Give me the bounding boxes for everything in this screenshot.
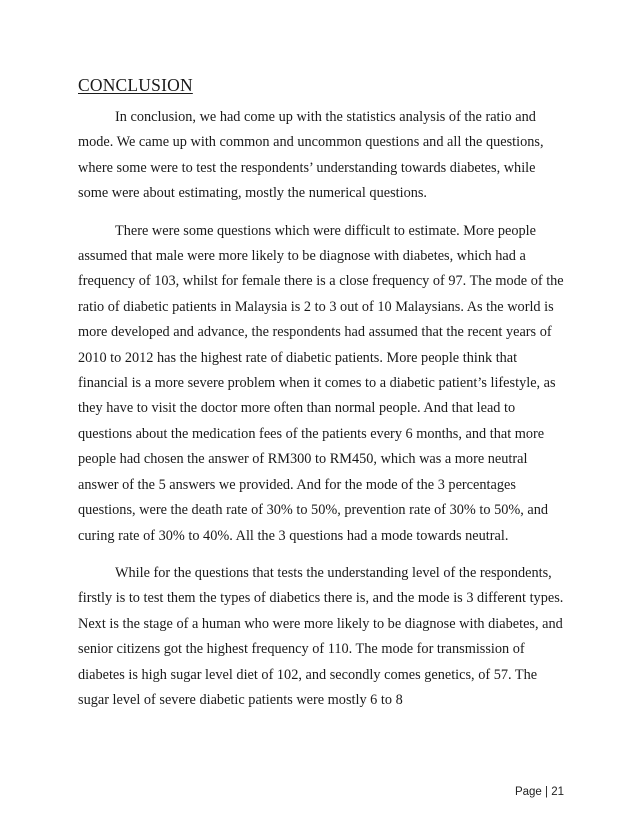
paragraph-3: While for the questions that tests the understanding level of the respondents, firstly is to test them the types of diabetics there is, and the mode is 3 different types. Next is the stage of a human who were more likely to be diagnose with diabetes, and senior citizens got the highest frequency of 110. The mode for transmission of diabetes is high sugar level diet of 102, and secondly comes genetics, of 57. The sugar level of severe diabetic patients were mostly 6 to 8 [78,564,564,708]
section-heading: CONCLUSION [78,75,193,95]
body-text [78,105,566,725]
paragraph-1: In conclusion, we had come up with the statistics analysis of the ratio and mode. We came up with common and uncommon questions and all the questions, where some were to test the respondents’ understanding towards diabetes, while some were about estimating, mostly the numerical questions. [78,109,544,202]
paragraph-2: There were some questions which were difficult to estimate. More people assumed that male were more likely to be diagnose with diabetes, which had a frequency of 103, whilst for female there is a close frequency of 97. The mode of the ratio of diabetic patients in Malaysia is 2 to 3 out of 10 Malaysians. As the world is more developed and advance, the respondents had assumed that the recent years of 2010 to 2012 has the highest rate of diabetic patients. More people think that financial is a more severe problem when it comes to a diabetic patient’s lifestyle, as they have to visit the doctor more often than normal people. And that lead to questions about the medication fees of the patients every 6 months, and that more people had chosen the answer of RM300 to RM450, which was a more neutral answer of the 5 answers we provided. And for the mode of the 3 percentages questions, were the death rate of 30% to 50%, prevention rate of 30% to 50%, and curing rate of 30% to 40%. All the 3 questions had a mode towards neutral. [78,222,564,544]
page-number: Page | 21 [514,786,564,798]
